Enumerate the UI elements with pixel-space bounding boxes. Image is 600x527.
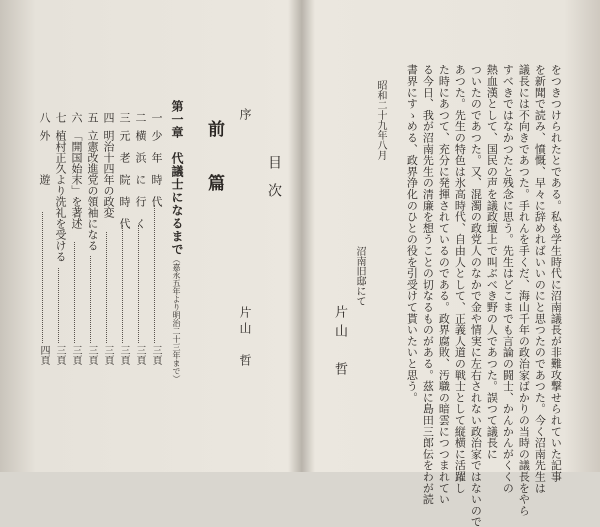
toc-preface-label: 序 — [238, 108, 252, 120]
preface-line: すべきではなかつたと残念に思う。先生はどこまでも言論の闘士、かんかんがくくの — [501, 64, 515, 494]
toc-entry-number: 七 — [54, 112, 67, 123]
toc-entry-title: 植村正久より洗礼を受ける — [54, 130, 67, 262]
preface-line: 議長には不向きであつた。手れんを手くだ、海山千年の政治家ばかりの当時の議長をやら — [517, 64, 531, 516]
toc-entry-page: 三頁 — [54, 345, 65, 365]
toc-entry-title: 明治十四年の政変 — [102, 130, 115, 218]
part-title: 前 篇 — [204, 120, 224, 201]
toc-entry-number: 二 — [134, 112, 147, 123]
leader-dots — [58, 268, 59, 343]
preface-place: 沼南旧邸にて — [354, 246, 365, 306]
preface-line: を新聞で読み、憤慨、早々に辞めればいいのにと思つたのであつた。今く沼南先生は — [533, 64, 547, 494]
leader-dots — [106, 232, 107, 343]
preface-author: 片山 哲 — [332, 305, 347, 381]
leader-dots — [74, 242, 75, 343]
toc-entry-page: 三頁 — [134, 345, 145, 365]
toc-entry-number: 三 — [118, 112, 131, 123]
preface-date: 昭和二十九年八月 — [375, 80, 386, 160]
toc-entry-page: 三頁 — [70, 345, 81, 365]
preface-line: あつた。先生の特色は氷高時代、自由人として、正義人道の戦士として縦横に活躍し — [453, 64, 467, 494]
toc-entry-title: 少 年 時 代 — [150, 130, 163, 207]
toc-entry-title: 「開国始末」を著述 — [70, 130, 83, 229]
toc-entry-title: 外 遊 — [38, 130, 51, 185]
toc-entry-title: 横 浜 に 行 く — [134, 130, 147, 229]
toc-preface-author: 片山 哲 — [238, 306, 252, 370]
toc-entry-title: 元 老 院 時 代 — [118, 130, 131, 229]
preface-line: 書界にすゝめる、政界浄化のひとの役を引受けて貰いたいと思う。 — [405, 64, 419, 403]
toc-entry-number: 八 — [38, 112, 51, 123]
toc-entry-page: 三頁 — [102, 345, 113, 365]
leader-dots — [154, 205, 155, 343]
toc-entry-page: 三頁 — [86, 345, 97, 365]
chapter-title: 第一章 代議士になるまで — [170, 100, 184, 256]
toc-entry-number: 四 — [102, 112, 115, 123]
toc-entry-number: 一 — [150, 112, 163, 123]
preface-line: ついたのであつた。又、混濁の政党人のなかで金や情実に左右されない政治家ではないので — [469, 64, 483, 527]
toc-entry-page: 三頁 — [150, 345, 161, 365]
toc-entry-page: 四頁 — [38, 345, 49, 365]
toc-heading: 目次 — [266, 155, 282, 211]
leader-dots — [90, 256, 91, 343]
preface-line: をつきつけられたとである。私も学生時代に沼南議長が非難攻撃せられていた記事 — [549, 64, 563, 483]
preface-line: る今日、我が沼南先生の清廉を想うことの切なるものがある。茲に島田三郎伝をわが読 — [421, 64, 435, 505]
leader-dots — [138, 225, 139, 343]
preface-line: た時にあつて、充分に発揮されているのである。政界腐敗、汚職の暗雲につつまれてい — [437, 64, 451, 505]
toc-entry-page: 三頁 — [118, 345, 129, 365]
toc-entry-title: 立憲改進党の領袖になる — [86, 130, 99, 251]
preface-line: 熱血漢として、国民の声を議政壇上で叫ぶべき野の人であつた。誤つて議長に — [485, 64, 499, 460]
leader-dots — [42, 212, 43, 343]
chapter-years: （嘉永五年より明治二十三年まで） — [172, 255, 181, 383]
toc-entry-number: 六 — [70, 112, 83, 123]
toc-entry-number: 五 — [86, 112, 99, 123]
leader-dots — [122, 225, 123, 343]
